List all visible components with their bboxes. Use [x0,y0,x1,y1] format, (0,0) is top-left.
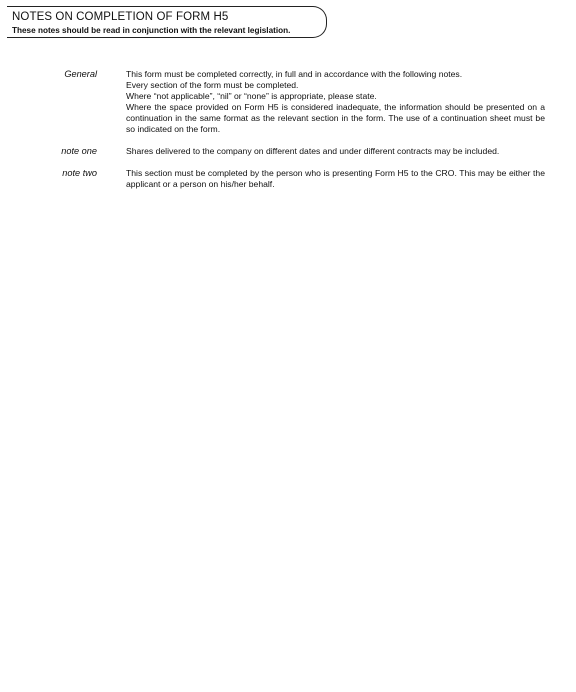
note-paragraph: This form must be completed correctly, in full and in accordance with the following notes. [126,69,463,79]
note-body [126,146,545,157]
note-body [126,168,545,190]
note-paragraph: Where “not applicable”, “nil” or “none” is appropriate, please state. [126,91,377,101]
note-body [126,69,545,135]
note-paragraph: Where the space provided on Form H5 is considered inadequate, the information should be presented on a continuation in the same format as the relevant section in the form. The use of a continuation sheet must be so indicated on the form. [126,102,545,134]
note-paragraph: This section must be completed by the person who is presenting Form H5 to the CRO. This may be either the applicant or a person on his/her behalf. [126,168,545,189]
note-one [0,146,576,157]
notes-list [0,69,576,201]
note-general [0,69,576,135]
page-title: NOTES ON COMPLETION OF FORM H5 [12,11,229,23]
note-label: note one [61,146,97,156]
note-label: note two [62,168,97,178]
note-label: General [64,69,97,79]
note-two [0,168,576,190]
page-subtitle: These notes should be read in conjunction with the relevant legislation. [12,26,291,35]
note-paragraph: Every section of the form must be completed. [126,80,299,90]
note-paragraph: Shares delivered to the company on different dates and under different contracts may be included. [126,146,500,156]
form-header-box [7,6,327,38]
